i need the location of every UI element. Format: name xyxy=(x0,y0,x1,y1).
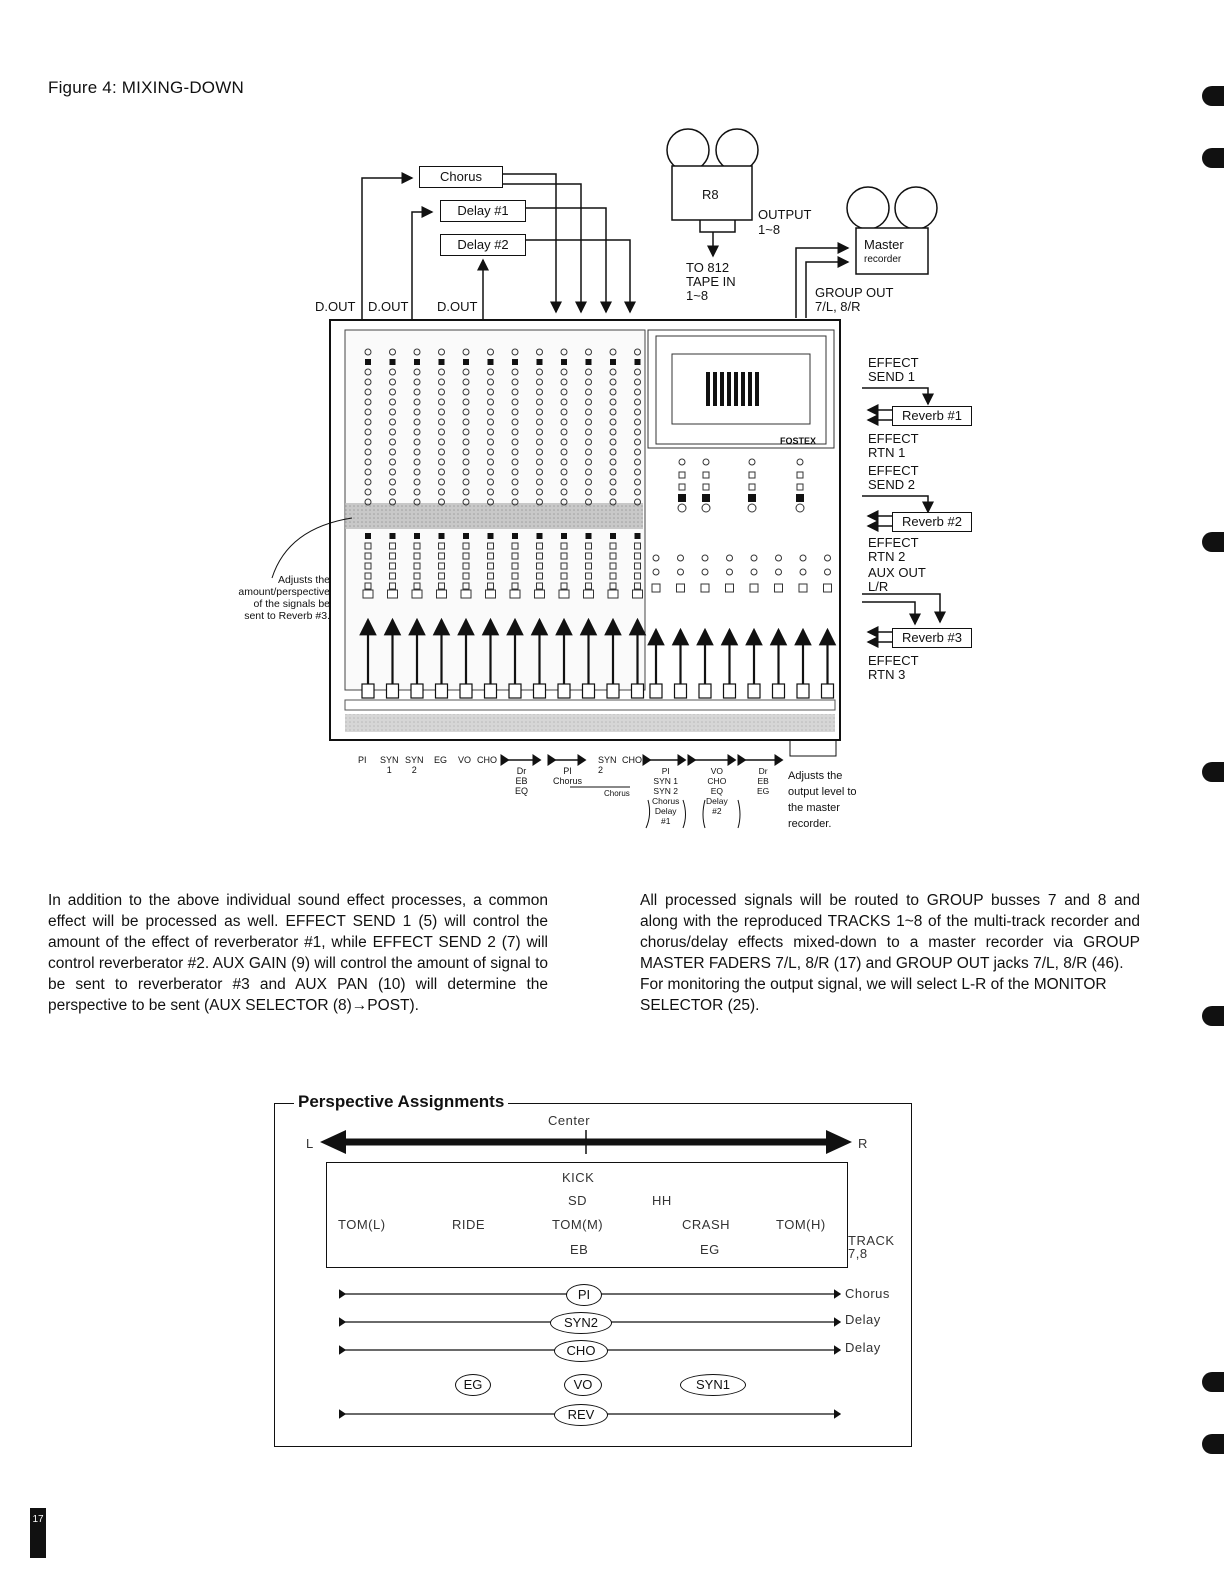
strip-mark xyxy=(390,359,396,365)
strip-mark xyxy=(677,584,685,592)
cho-oval: CHO xyxy=(554,1340,608,1362)
strip-mark xyxy=(652,584,660,592)
strip-mark xyxy=(390,533,396,539)
strip-mark xyxy=(702,494,710,502)
hh-label: HH xyxy=(652,1193,672,1208)
effect-send2-sublabel: SEND 2 xyxy=(868,477,915,492)
syn1-oval: SYN1 xyxy=(680,1374,746,1396)
delay1-target-label: Delay xyxy=(845,1312,881,1327)
strip-mark xyxy=(365,359,371,365)
strip-mark xyxy=(558,684,570,698)
effect-rtn2-label: EFFECT xyxy=(868,535,919,550)
strip-mark xyxy=(675,684,687,698)
strip-mark xyxy=(439,359,445,365)
to-812-label: TO 812 xyxy=(686,260,730,275)
binder-tab-icon xyxy=(1202,1372,1224,1392)
eg-oval: EG xyxy=(455,1374,491,1396)
strip-mark xyxy=(460,684,472,698)
mixer-console xyxy=(330,320,840,740)
center-label: Center xyxy=(548,1113,591,1128)
master-recorder-sublabel: recorder xyxy=(864,254,902,265)
strip-mark xyxy=(748,494,756,502)
dout-label-1: D.OUT xyxy=(315,299,356,314)
page-number: 17 xyxy=(30,1508,46,1558)
strip-mark xyxy=(699,684,711,698)
channel-label-dr-eb-eq: Dr EB EQ xyxy=(515,766,529,796)
channel-group3: Dr EB EG xyxy=(757,766,770,796)
strip-mark xyxy=(463,533,469,539)
eb-label: EB xyxy=(570,1242,589,1257)
binder-tab-icon xyxy=(1202,532,1224,552)
strip-mark xyxy=(512,533,518,539)
right-label: R xyxy=(858,1136,868,1151)
strip-mark xyxy=(362,684,374,698)
strip-mark xyxy=(461,590,471,598)
effect-send1-label: EFFECT xyxy=(868,355,919,370)
strip-mark xyxy=(608,590,618,598)
perspective-title: Perspective Assignments xyxy=(294,1092,508,1112)
strip-mark xyxy=(509,684,521,698)
strip-mark xyxy=(607,684,619,698)
strip-mark xyxy=(635,359,641,365)
master-level-annotation: Adjusts the output level to the master recorder. xyxy=(788,770,857,830)
strip-mark xyxy=(583,684,595,698)
strip-mark xyxy=(411,684,423,698)
strip-mark xyxy=(463,359,469,365)
body-left-column xyxy=(48,890,548,1016)
strip-mark xyxy=(561,359,567,365)
strip-mark xyxy=(488,533,494,539)
strip-mark xyxy=(534,684,546,698)
channel-group2: VO CHO EQ Delay #2 xyxy=(706,766,728,816)
reverb3-box: Reverb #3 xyxy=(892,628,972,648)
strip-mark xyxy=(632,684,644,698)
strip-mark xyxy=(387,684,399,698)
channel-label-vo: VO xyxy=(458,755,472,765)
strip-mark xyxy=(437,590,447,598)
strip-mark xyxy=(726,584,734,592)
sd-label: SD xyxy=(568,1193,588,1208)
chorus-target-label: Chorus xyxy=(845,1286,890,1301)
strip-mark xyxy=(650,684,662,698)
group-out-channels: 7/L, 8/R xyxy=(815,299,861,314)
strip-mark xyxy=(510,590,520,598)
track-label: TRACK 7,8 xyxy=(848,1233,895,1261)
binder-tab-icon xyxy=(1202,86,1224,106)
strip-mark xyxy=(610,533,616,539)
strip-mark xyxy=(750,584,758,592)
strip-mark xyxy=(485,684,497,698)
r8-label: R8 xyxy=(702,187,719,202)
tape-in-label: TAPE IN xyxy=(686,274,736,289)
master-recorder-label: Master xyxy=(864,237,904,252)
tom-h-label: TOM(H) xyxy=(776,1217,826,1232)
strip-mark xyxy=(388,590,398,598)
aux-out-sublabel: L/R xyxy=(868,579,889,594)
channel-label-pi-chorus: PI Chorus xyxy=(553,766,583,786)
delay1-effect-box: Delay #1 xyxy=(440,200,526,222)
output-label: OUTPUT xyxy=(758,207,812,222)
body-right-paragraph-2: For monitoring the output signal, we will select L-R of the MONITOR SELECTOR (25). xyxy=(640,976,1107,1014)
effect-rtn2-sublabel: RTN 2 xyxy=(868,549,906,564)
r8-recorder xyxy=(667,129,758,220)
strip-mark xyxy=(796,494,804,502)
reverb1-box: Reverb #1 xyxy=(892,406,972,426)
tom-m-label: TOM(M) xyxy=(552,1217,604,1232)
syn2-oval: SYN2 xyxy=(550,1312,612,1334)
ride-label: RIDE xyxy=(452,1217,486,1232)
strip-mark xyxy=(635,533,641,539)
strip-mark xyxy=(561,533,567,539)
strip-mark xyxy=(488,359,494,365)
strip-mark xyxy=(439,533,445,539)
effect-rtn3-sublabel: RTN 3 xyxy=(868,667,906,682)
channel-label-pi: PI xyxy=(358,755,367,765)
strip-mark xyxy=(748,684,760,698)
kick-label: KICK xyxy=(562,1170,595,1185)
dout-label-2: D.OUT xyxy=(368,299,409,314)
strip-mark xyxy=(414,359,420,365)
strip-mark xyxy=(363,590,373,598)
strip-mark xyxy=(512,359,518,365)
strip-mark xyxy=(824,584,832,592)
binder-tab-icon xyxy=(1202,148,1224,168)
chorus-effect-box: Chorus xyxy=(419,166,503,188)
strip-mark xyxy=(775,584,783,592)
strip-mark xyxy=(773,684,785,698)
strip-mark xyxy=(412,590,422,598)
strip-mark xyxy=(799,584,807,592)
strip-mark xyxy=(559,590,569,598)
strip-mark xyxy=(535,590,545,598)
tom-l-label: TOM(L) xyxy=(338,1217,386,1232)
strip-mark xyxy=(486,590,496,598)
effect-rtn1-sublabel: RTN 1 xyxy=(868,445,906,460)
effect-send1-sublabel: SEND 1 xyxy=(868,369,915,384)
strip-mark xyxy=(584,590,594,598)
strip-mark xyxy=(822,684,834,698)
effect-rtn1-label: EFFECT xyxy=(868,431,919,446)
figure-title: Figure 4: MIXING-DOWN xyxy=(48,78,244,97)
body-right-column xyxy=(640,890,1140,1016)
strip-mark xyxy=(586,533,592,539)
vo-oval: VO xyxy=(564,1374,602,1396)
strip-mark xyxy=(701,584,709,592)
reverb3-annotation: Adjusts the amount/perspective of the signals be sent to Reverb #3. xyxy=(238,574,330,622)
crash-label: CRASH xyxy=(682,1217,731,1232)
output-range: 1~8 xyxy=(758,222,781,237)
body-right-paragraph-1: All processed signals will be routed to GROUP busses 7 and 8 and along with the reproduced TRACKS 1~8 of the multi-track recorder and chorus/delay effects mixed-down to a master recorder via GROUP MASTER FADERS 7/L, 8/R (17) and GROUP OUT jacks 7/L, 8/R (46). xyxy=(640,892,1140,972)
binder-tab-icon xyxy=(1202,1006,1224,1026)
channel-group1: PI SYN 1 SYN 2 Chorus Delay #1 xyxy=(652,766,680,826)
strip-mark xyxy=(537,533,543,539)
strip-mark xyxy=(610,359,616,365)
channel-label-chorus-small: Chorus xyxy=(604,789,630,798)
channel-label-syn1: SYN 1 xyxy=(380,755,399,775)
binder-tab-icon xyxy=(1202,1434,1224,1454)
strip-mark xyxy=(633,590,643,598)
strip-mark xyxy=(586,359,592,365)
tape-in-range: 1~8 xyxy=(686,288,709,303)
channel-label-syn-2: SYN 2 xyxy=(598,755,617,775)
pi-oval: PI xyxy=(566,1284,602,1306)
strip-mark xyxy=(678,494,686,502)
left-label: L xyxy=(306,1136,314,1151)
strip-mark xyxy=(797,684,809,698)
aux-out-label: AUX OUT xyxy=(868,565,926,580)
strip-mark xyxy=(414,533,420,539)
strip-mark xyxy=(436,684,448,698)
rev-oval: REV xyxy=(554,1404,608,1426)
channel-label-eg: EG xyxy=(434,755,448,765)
channel-label-syn2: SYN 2 xyxy=(405,755,424,775)
body-left-paragraph: In addition to the above individual sound effect processes, a common effect will be processed as well. EFFECT SEND 1 (5) will control the amount of the effect of reverberator #1, while EFFECT SEND 2 (7) will control reverberator #2. AUX GAIN (9) will control the amount of signal to be sent to reverberator #3 and AUX PAN (10) will determine the perspective to be sent (AUX SELECTOR (8)→POST). xyxy=(48,892,548,1014)
dout-label-3: D.OUT xyxy=(437,299,478,314)
strip-mark xyxy=(724,684,736,698)
delay2-effect-box: Delay #2 xyxy=(440,234,526,256)
effect-rtn3-label: EFFECT xyxy=(868,653,919,668)
binder-tab-icon xyxy=(1202,762,1224,782)
perspective-diagram xyxy=(0,1100,1224,1440)
channel-label-cho: CHO xyxy=(477,755,497,765)
channel-label-cho2: CHO xyxy=(622,755,642,765)
strip-mark xyxy=(365,533,371,539)
strip-mark xyxy=(537,359,543,365)
reverb2-box: Reverb #2 xyxy=(892,512,972,532)
eg-label: EG xyxy=(700,1242,720,1257)
brand-logo: FOSTEX xyxy=(780,436,817,446)
delay2-target-label: Delay xyxy=(845,1340,881,1355)
group-out-label: GROUP OUT xyxy=(815,285,894,300)
effect-send2-label: EFFECT xyxy=(868,463,919,478)
